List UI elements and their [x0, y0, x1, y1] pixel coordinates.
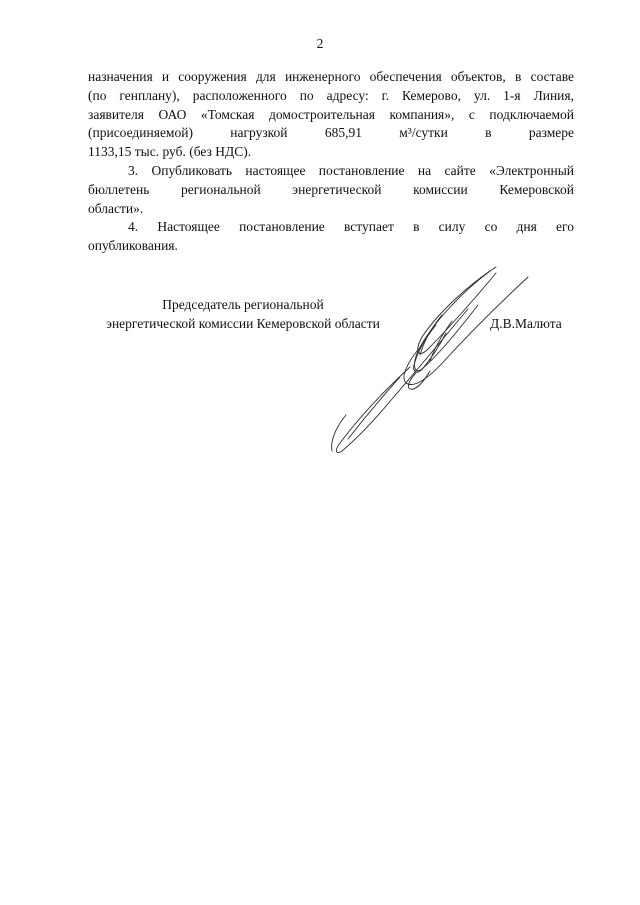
body-line-4: (присоединяемой) нагрузкой 685,91 м³/сутки в размере	[88, 125, 574, 141]
paragraph-4-line-2: опубликования.	[88, 238, 178, 254]
body-line-2: (по генплану), расположенного по адресу: г. Кемерово, ул. 1-я Линия,	[88, 87, 574, 103]
handwritten-signature	[318, 265, 540, 457]
signer-title-line-2: энергетической комиссии Кемеровской области	[106, 316, 380, 331]
paragraph-3-line-3: области».	[88, 200, 144, 216]
paragraph-3-line-2: бюллетень региональной энергетической комиссии Кемеровской	[88, 181, 574, 197]
paragraph-3-line-1: 3. Опубликовать настоящее постановление на сайте «Электронный	[128, 162, 574, 178]
document-body	[88, 68, 574, 256]
body-line-1: назначения и сооружения для инженерного обеспечения объектов, в составе	[88, 69, 574, 84]
body-line-5: 1133,15 тыс. руб. (без НДС).	[88, 144, 252, 160]
paragraph-4-line-1: 4. Настоящее постановление вступает в силу со дня его	[128, 219, 574, 235]
signer-name: Д.В.Малюта	[490, 316, 562, 331]
signer-title-line-1: Председатель региональной	[162, 297, 324, 312]
body-line-3: заявителя ОАО «Томская домостроительная компания», с подключаемой	[88, 106, 574, 122]
page-number: 2	[316, 36, 324, 51]
